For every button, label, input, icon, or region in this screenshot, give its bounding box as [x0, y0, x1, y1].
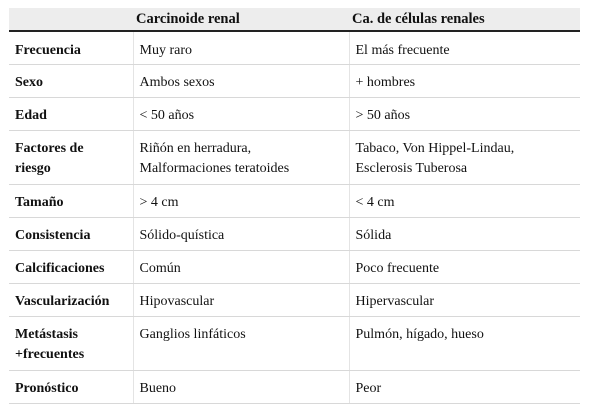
carcinoide-cell: Común	[133, 250, 349, 283]
header-row	[9, 8, 580, 31]
row-label-line: +frecuentes	[15, 346, 85, 362]
carcinoide-cell: Sólido-quística	[133, 217, 349, 250]
celulas-cell: < 4 cm	[349, 184, 580, 217]
celulas-cell: Poco frecuente	[349, 250, 580, 283]
row-label: Frecuencia	[9, 31, 133, 64]
row-label: Tamaño	[9, 184, 133, 217]
celulas-cell: + hombres	[349, 64, 580, 97]
row-label: Calcificaciones	[9, 250, 133, 283]
row-label: Edad	[9, 97, 133, 130]
table-row	[9, 31, 580, 64]
row-label: Sexo	[9, 64, 133, 97]
table-row	[9, 316, 580, 370]
row-label-line: Metástasis	[15, 326, 78, 342]
header-celulas-renales: Ca. de células renales	[349, 8, 580, 31]
carcinoide-cell: Ambos sexos	[133, 64, 349, 97]
row-label: Pronóstico	[9, 370, 133, 403]
row-label: Consistencia	[9, 217, 133, 250]
celulas-cell: Peor	[349, 370, 580, 403]
carcinoide-cell: Ganglios linfáticos	[133, 316, 349, 370]
carcinoide-cell: Muy raro	[133, 31, 349, 64]
cell-line: Esclerosis Tuberosa	[355, 160, 468, 176]
celulas-cell: Pulmón, hígado, hueso	[349, 316, 580, 370]
carcinoide-cell: Bueno	[133, 370, 349, 403]
carcinoide-cell: Hipovascular	[133, 283, 349, 316]
celulas-cell	[349, 130, 580, 184]
table-row	[9, 130, 580, 184]
cell-line: Malformaciones teratoides	[139, 160, 290, 176]
table-row	[9, 370, 580, 403]
carcinoide-cell: > 4 cm	[133, 184, 349, 217]
row-label	[9, 316, 133, 370]
carcinoide-cell	[133, 130, 349, 184]
table-row	[9, 184, 580, 217]
celulas-cell: Sólida	[349, 217, 580, 250]
table-row	[9, 64, 580, 97]
header-carcinoide-renal: Carcinoide renal	[133, 8, 349, 31]
row-label: Vascularización	[9, 283, 133, 316]
cell-line: Riñón en herradura,	[139, 140, 252, 156]
celulas-cell: Hipervascular	[349, 283, 580, 316]
carcinoide-cell: < 50 años	[133, 97, 349, 130]
celulas-cell: El más frecuente	[349, 31, 580, 64]
table-row	[9, 250, 580, 283]
table-row	[9, 97, 580, 130]
row-label-line: Factores de	[15, 140, 84, 156]
table-row	[9, 283, 580, 316]
header-empty	[9, 8, 133, 31]
table-row	[9, 217, 580, 250]
row-label	[9, 130, 133, 184]
cell-line: Tabaco, Von Hippel-Lindau,	[355, 140, 515, 156]
row-label-line: riesgo	[15, 160, 51, 176]
celulas-cell: > 50 años	[349, 97, 580, 130]
comparison-table	[9, 8, 580, 404]
